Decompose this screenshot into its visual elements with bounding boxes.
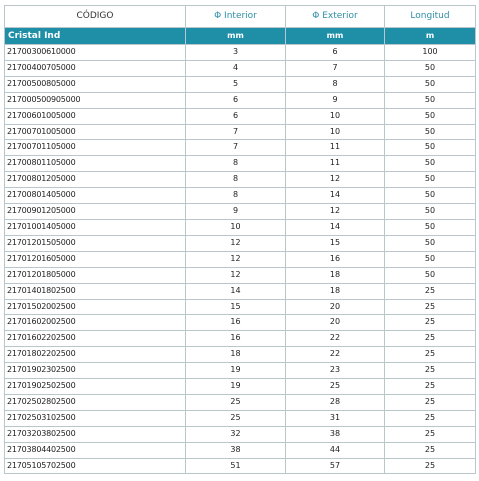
unit-longitud: m xyxy=(385,28,476,45)
cell-codigo: 21700601005000 xyxy=(5,108,186,124)
cell-interior: 6 xyxy=(186,92,286,108)
cell-exterior: 28 xyxy=(286,394,385,410)
cell-interior: 25 xyxy=(186,410,286,426)
cell-interior: 19 xyxy=(186,363,286,379)
cell-codigo: 21701802202500 xyxy=(5,347,186,363)
cell-exterior: 10 xyxy=(286,108,385,124)
cell-codigo: 21701401802500 xyxy=(5,283,186,299)
cell-codigo: 21700500805000 xyxy=(5,76,186,92)
cell-longitud: 50 xyxy=(385,188,476,204)
group-name: Cristal Ind xyxy=(5,28,186,45)
header-longitud: Longitud xyxy=(385,6,476,28)
cell-codigo: 21705105702500 xyxy=(5,458,186,474)
table-row xyxy=(5,204,476,220)
cell-codigo: 21702502802500 xyxy=(5,394,186,410)
cell-interior: 38 xyxy=(186,442,286,458)
table-row xyxy=(5,410,476,426)
cell-longitud: 25 xyxy=(385,331,476,347)
unit-exterior: mm xyxy=(286,28,385,45)
header-exterior: Φ Exterior xyxy=(286,6,385,28)
cell-codigo: 217000500905000 xyxy=(5,92,186,108)
cell-exterior: 44 xyxy=(286,442,385,458)
cell-exterior: 23 xyxy=(286,363,385,379)
cell-exterior: 22 xyxy=(286,331,385,347)
cell-interior: 6 xyxy=(186,108,286,124)
cell-interior: 12 xyxy=(186,267,286,283)
cell-exterior: 31 xyxy=(286,410,385,426)
cell-exterior: 16 xyxy=(286,251,385,267)
table-row xyxy=(5,442,476,458)
table-row xyxy=(5,172,476,188)
header-interior: Φ Interior xyxy=(186,6,286,28)
cell-codigo: 21700801105000 xyxy=(5,156,186,172)
cell-exterior: 57 xyxy=(286,458,385,474)
cell-longitud: 50 xyxy=(385,219,476,235)
cell-interior: 25 xyxy=(186,394,286,410)
cell-longitud: 50 xyxy=(385,60,476,76)
cell-longitud: 50 xyxy=(385,172,476,188)
table-row xyxy=(5,331,476,347)
cell-codigo: 21702503102500 xyxy=(5,410,186,426)
cell-longitud: 25 xyxy=(385,363,476,379)
cell-codigo: 21703804402500 xyxy=(5,442,186,458)
cell-codigo: 21701602202500 xyxy=(5,331,186,347)
table-row xyxy=(5,108,476,124)
cell-interior: 12 xyxy=(186,235,286,251)
cell-codigo: 21701001405000 xyxy=(5,219,186,235)
table-row xyxy=(5,60,476,76)
table-row xyxy=(5,140,476,156)
cell-codigo: 21700300610000 xyxy=(5,45,186,61)
cell-longitud: 50 xyxy=(385,108,476,124)
table-row xyxy=(5,458,476,474)
cell-longitud: 25 xyxy=(385,410,476,426)
cell-exterior: 10 xyxy=(286,124,385,140)
cell-interior: 8 xyxy=(186,172,286,188)
cell-codigo: 21701502002500 xyxy=(5,299,186,315)
header-codigo: CÓDIGO xyxy=(5,6,186,28)
cell-longitud: 25 xyxy=(385,442,476,458)
cell-interior: 19 xyxy=(186,379,286,395)
cell-interior: 8 xyxy=(186,188,286,204)
table-row xyxy=(5,45,476,61)
table-row xyxy=(5,219,476,235)
header-row xyxy=(5,6,476,28)
cell-exterior: 11 xyxy=(286,140,385,156)
cell-longitud: 50 xyxy=(385,92,476,108)
cell-exterior: 6 xyxy=(286,45,385,61)
table-row xyxy=(5,283,476,299)
cell-interior: 4 xyxy=(186,60,286,76)
cell-codigo: 21701201805000 xyxy=(5,267,186,283)
cell-codigo: 21700701005000 xyxy=(5,124,186,140)
cell-codigo: 21700801205000 xyxy=(5,172,186,188)
table-row xyxy=(5,267,476,283)
table-row xyxy=(5,379,476,395)
cell-longitud: 50 xyxy=(385,204,476,220)
cell-codigo: 21701602002500 xyxy=(5,315,186,331)
table-row xyxy=(5,299,476,315)
cell-exterior: 14 xyxy=(286,188,385,204)
table-row xyxy=(5,426,476,442)
cell-longitud: 50 xyxy=(385,251,476,267)
cell-exterior: 12 xyxy=(286,172,385,188)
cell-codigo: 21701902302500 xyxy=(5,363,186,379)
cell-exterior: 20 xyxy=(286,299,385,315)
product-table-container xyxy=(4,5,475,474)
cell-longitud: 50 xyxy=(385,267,476,283)
cell-codigo: 21700701105000 xyxy=(5,140,186,156)
cell-interior: 18 xyxy=(186,347,286,363)
cell-exterior: 9 xyxy=(286,92,385,108)
cell-interior: 5 xyxy=(186,76,286,92)
cell-longitud: 50 xyxy=(385,156,476,172)
cell-exterior: 18 xyxy=(286,267,385,283)
cell-exterior: 22 xyxy=(286,347,385,363)
cell-interior: 16 xyxy=(186,315,286,331)
cell-exterior: 25 xyxy=(286,379,385,395)
cell-longitud: 50 xyxy=(385,235,476,251)
cell-codigo: 21701201605000 xyxy=(5,251,186,267)
cell-interior: 16 xyxy=(186,331,286,347)
table-row xyxy=(5,124,476,140)
cell-longitud: 25 xyxy=(385,315,476,331)
cell-exterior: 18 xyxy=(286,283,385,299)
cell-exterior: 12 xyxy=(286,204,385,220)
group-row xyxy=(5,28,476,45)
table-row xyxy=(5,363,476,379)
cell-interior: 10 xyxy=(186,219,286,235)
cell-codigo: 21700400705000 xyxy=(5,60,186,76)
cell-longitud: 25 xyxy=(385,426,476,442)
cell-exterior: 11 xyxy=(286,156,385,172)
table-row xyxy=(5,315,476,331)
cell-longitud: 50 xyxy=(385,140,476,156)
cell-exterior: 15 xyxy=(286,235,385,251)
unit-interior: mm xyxy=(186,28,286,45)
cell-codigo: 21700901205000 xyxy=(5,204,186,220)
cell-codigo: 21701201505000 xyxy=(5,235,186,251)
table-row xyxy=(5,347,476,363)
cell-interior: 9 xyxy=(186,204,286,220)
cell-exterior: 8 xyxy=(286,76,385,92)
cell-longitud: 25 xyxy=(385,458,476,474)
cell-longitud: 50 xyxy=(385,124,476,140)
cell-longitud: 100 xyxy=(385,45,476,61)
cell-interior: 51 xyxy=(186,458,286,474)
cell-interior: 14 xyxy=(186,283,286,299)
cell-interior: 7 xyxy=(186,140,286,156)
cell-longitud: 25 xyxy=(385,299,476,315)
cell-longitud: 25 xyxy=(385,347,476,363)
cell-interior: 15 xyxy=(186,299,286,315)
cell-exterior: 20 xyxy=(286,315,385,331)
cell-interior: 12 xyxy=(186,251,286,267)
table-row xyxy=(5,394,476,410)
cell-longitud: 25 xyxy=(385,394,476,410)
cell-interior: 3 xyxy=(186,45,286,61)
product-table xyxy=(4,5,476,474)
cell-longitud: 25 xyxy=(385,283,476,299)
table-row xyxy=(5,251,476,267)
cell-exterior: 7 xyxy=(286,60,385,76)
table-row xyxy=(5,188,476,204)
cell-codigo: 21701902502500 xyxy=(5,379,186,395)
cell-codigo: 21700801405000 xyxy=(5,188,186,204)
table-row xyxy=(5,92,476,108)
cell-exterior: 14 xyxy=(286,219,385,235)
table-row xyxy=(5,235,476,251)
cell-interior: 8 xyxy=(186,156,286,172)
cell-interior: 32 xyxy=(186,426,286,442)
cell-longitud: 50 xyxy=(385,76,476,92)
cell-exterior: 38 xyxy=(286,426,385,442)
cell-interior: 7 xyxy=(186,124,286,140)
cell-codigo: 21703203802500 xyxy=(5,426,186,442)
cell-longitud: 25 xyxy=(385,379,476,395)
table-row xyxy=(5,76,476,92)
table-row xyxy=(5,156,476,172)
